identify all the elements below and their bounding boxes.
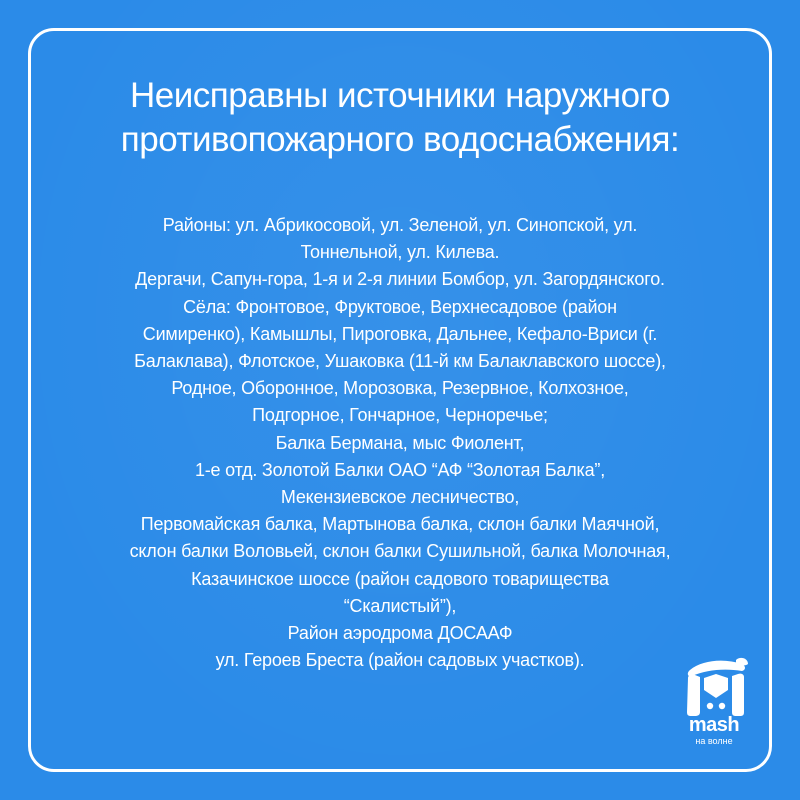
body-line: Тоннельной, ул. Килева.	[300, 242, 500, 263]
body-line: Казачинское шоссе (район садового товарищества	[191, 568, 609, 589]
logo-name: mash	[688, 714, 740, 736]
body-line: Балаклава), Флотское, Ушаковка (11-й км Балаклавского шоссе),	[134, 351, 666, 372]
body-line: Первомайская балка, Мартынова балка, склон балки Маячной,	[140, 514, 660, 535]
body-line: Сёла: Фронтовое, Фруктовое, Верхнесадовое (район	[183, 296, 617, 317]
body-line: Симиренко), Камышлы, Пироговка, Дальнее, Кефало-Вриси (г.	[142, 323, 658, 344]
body-line: Подгорное, Гончарное, Черноречье;	[252, 405, 548, 426]
logo-subtitle: на волне	[695, 736, 733, 746]
headline-line: Неисправны источники наружного	[130, 76, 670, 115]
body-line: Мекензиевское лесничество,	[280, 487, 520, 508]
body-line: Балка Бермана, мыс Фиолент,	[275, 432, 525, 453]
mash-logo-icon	[680, 656, 752, 718]
body-line: Район аэродрома ДОСААФ	[287, 623, 513, 644]
locations-list	[40, 212, 760, 674]
body-line: 1-е отд. Золотой Балки ОАО “АФ “Золотая Балка”,	[194, 459, 606, 480]
body-line: Родное, Оборонное, Морозовка, Резервное, Колхозное,	[171, 378, 629, 399]
body-line: ул. Героев Бреста (район садовых участков).	[215, 650, 585, 671]
body-line: Районы: ул. Абрикосовой, ул. Зеленой, ул. Синопской, ул.	[162, 215, 638, 235]
body-line: склон балки Воловьей, склон балки Сушильной, балка Молочная,	[129, 541, 671, 562]
headline-line: противопожарного водоснабжения:	[120, 120, 680, 159]
body-line: Дергачи, Сапун-гора, 1-я и 2-я линии Бомбор, ул. Загордянского.	[135, 269, 665, 290]
body-line: “Скалистый”),	[343, 595, 457, 616]
headline	[40, 74, 760, 162]
mash-logo	[672, 654, 762, 754]
